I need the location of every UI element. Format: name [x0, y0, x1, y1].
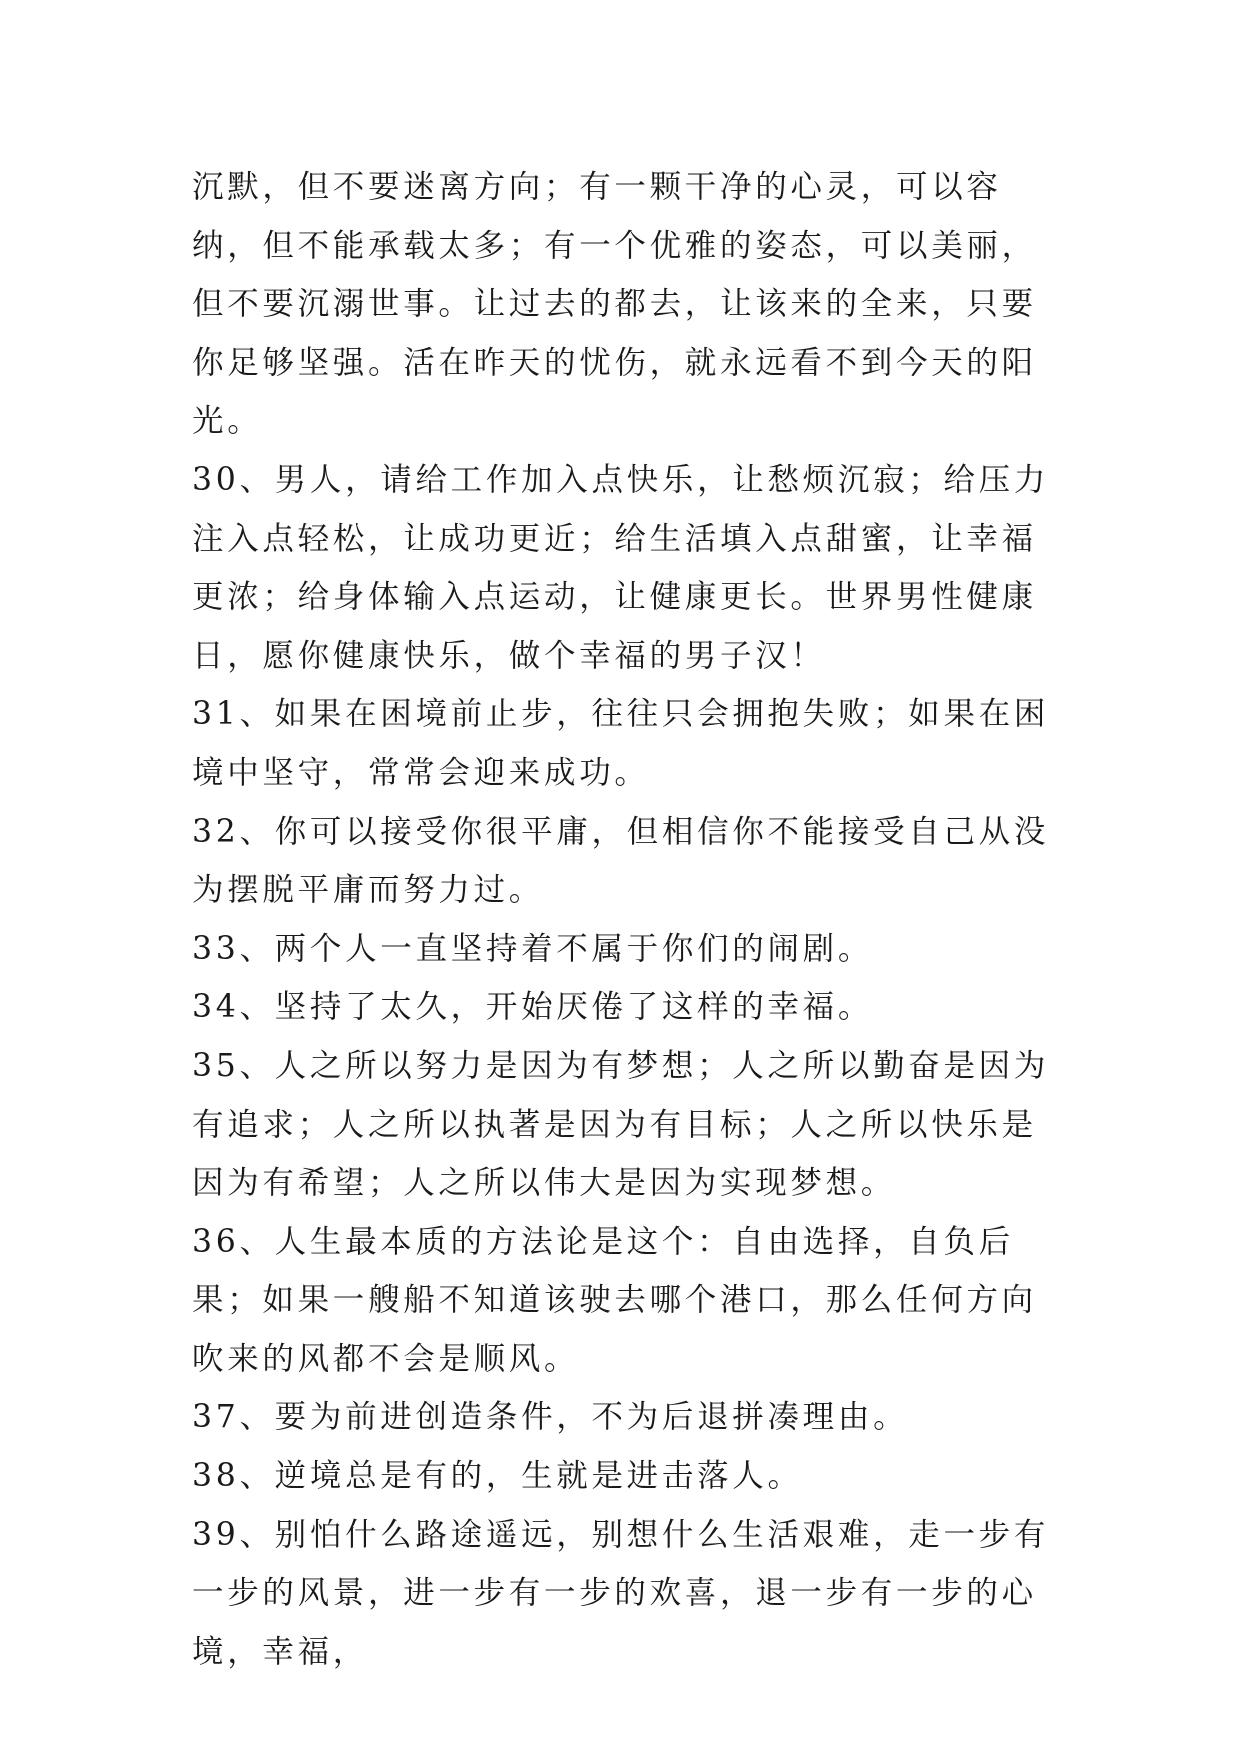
paragraph-38: 38、逆境总是有的，生就是进击落人。	[192, 1458, 803, 1495]
paragraph-35: 35、人之所以努力是因为有梦想；人之所以勤奋是因为有追求；人之所以执著是因为有目标；人之所以快乐是因为有希望；人之所以伟大是因为实现梦想。	[192, 1047, 1050, 1202]
paragraph-39: 39、别怕什么路途遥远，别想什么生活艰难，走一步有一步的风景，进一步有一步的欢喜，退一步有一步的心境，幸福，	[192, 1516, 1050, 1670]
paragraph-30: 30、男人，请给工作加入点快乐，让愁烦沉寂；给压力注入点轻松，让成功更近；给生活填入点甜蜜，让幸福更浓；给身体输入点运动，让健康更长。世界男性健康日，愿你健康快乐，做个幸福的男子汉！	[192, 461, 1050, 674]
paragraph-continuation: 沉默，但不要迷离方向；有一颗干净的心灵，可以容纳，但不能承载太多；有一个优雅的姿态，可以美丽，但不要沉溺世事。让过去的都去，让该来的全来，只要你足够坚强。活在昨天的忧伤，就永远看不到今天的阳光。	[192, 169, 1037, 440]
paragraph-31: 31、如果在困境前止步，往往只会拥抱失败；如果在困境中坚守，常常会迎来成功。	[192, 696, 1050, 791]
paragraph-34: 34、坚持了太久，开始厌倦了这样的幸福。	[192, 989, 874, 1026]
paragraph-33: 33、两个人一直坚持着不属于你们的闹剧。	[192, 930, 874, 967]
paragraph-32: 32、你可以接受你很平庸，但相信你不能接受自己从没为摆脱平庸而努力过。	[192, 813, 1050, 909]
document-body	[192, 158, 1062, 1681]
paragraph-37: 37、要为前进创造条件，不为后退拼凑理由。	[192, 1399, 909, 1436]
paragraph-36: 36、人生最本质的方法论是这个：自由选择，自负后果；如果一艘船不知道该驶去哪个港口，那么任何方向吹来的风都不会是顺风。	[192, 1223, 1037, 1377]
